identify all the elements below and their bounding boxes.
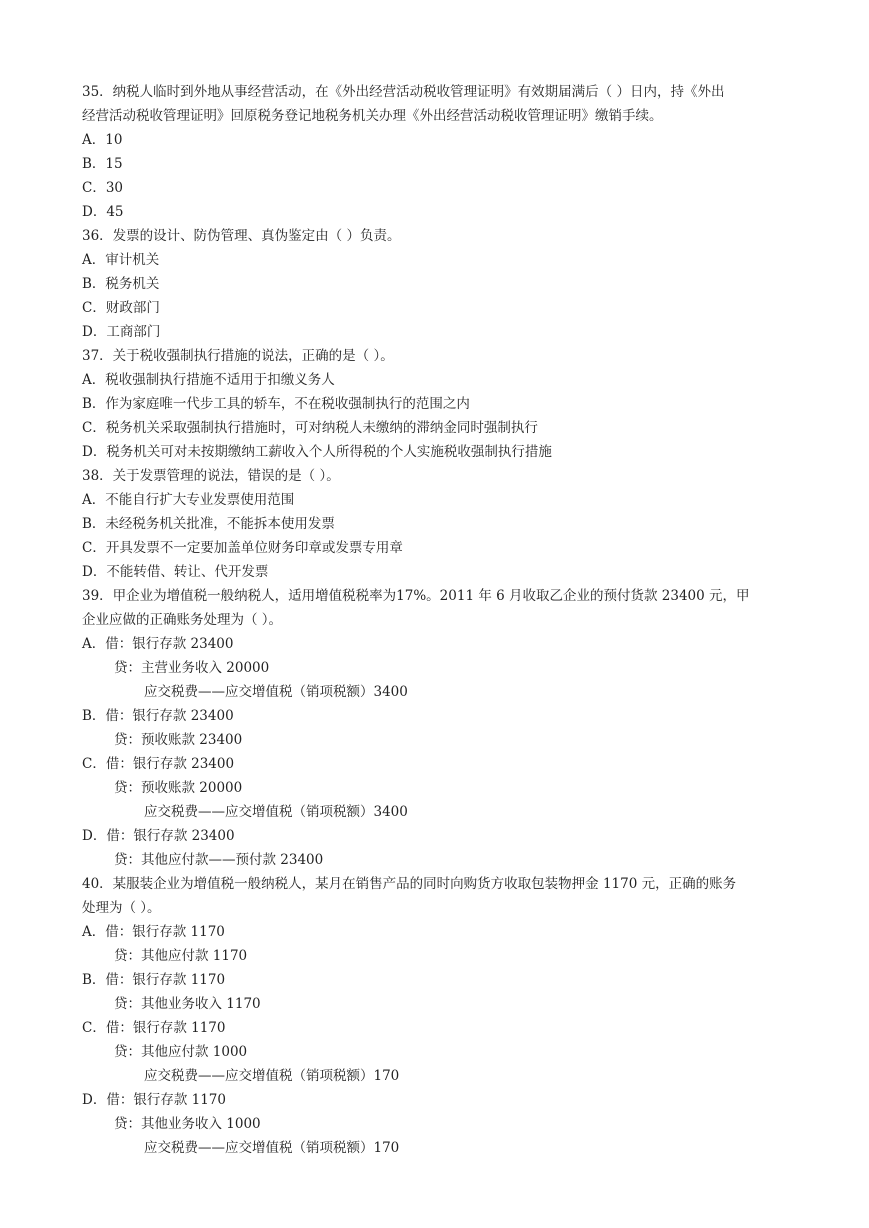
question-stem: 企业应做的正确账务处理为（ ）。 [82,612,283,628]
option-a: A．10 [82,132,123,148]
option-a: A．不能自行扩大专业发票使用范围 [82,492,295,508]
credit-line: 贷：预收账款 20000 [114,780,243,796]
option-c: C．30 [82,180,124,196]
question-36 [82,224,812,344]
question-40 [82,872,812,1160]
option-a: A．借：银行存款 1170 [82,924,225,940]
option-b: B．作为家庭唯一代步工具的轿车，不在税收强制执行的范围之内 [82,396,470,412]
option-b: B．借：银行存款 23400 [82,708,234,724]
option-c: C．借：银行存款 1170 [82,1020,226,1036]
credit-sub-line: 应交税费——应交增值税（销项税额）170 [144,1068,400,1084]
option-b: B．借：银行存款 1170 [82,972,226,988]
credit-line: 贷：预收账款 23400 [114,732,243,748]
question-stem: 40．某服装企业为增值税一般纳税人，某月在销售产品的同时向购货方收取包装物押金 1170 元，正确的账务 [82,876,737,892]
option-a: A．借：银行存款 23400 [82,636,234,652]
credit-line: 贷：其他业务收入 1170 [114,996,261,1012]
option-b: B．未经税务机关批准，不能拆本使用发票 [82,516,335,532]
option-d: D．借：银行存款 1170 [82,1092,226,1108]
credit-line: 贷：主营业务收入 20000 [114,660,270,676]
credit-sub-line: 应交税费——应交增值税（销项税额）170 [144,1140,400,1156]
option-a: A．审计机关 [82,252,160,268]
credit-sub-line: 应交税费——应交增值税（销项税额）3400 [144,684,408,700]
credit-line: 贷：其他应付款 1170 [114,948,248,964]
question-stem: 37．关于税收强制执行措施的说法，正确的是（ ）。 [82,348,394,364]
credit-line: 贷：其他应付款——预付款 23400 [114,852,324,868]
option-a: A．税收强制执行措施不适用于扣缴义务人 [82,372,335,388]
question-38 [82,464,812,584]
question-stem: 36．发票的设计、防伪管理、真伪鉴定由（ ）负责。 [82,228,401,244]
option-d: D．借：银行存款 23400 [82,828,235,844]
option-d: D．税务机关可对未按期缴纳工薪收入个人所得税的个人实施税收强制执行措施 [82,444,552,460]
option-d: D．45 [82,204,124,220]
document-page [82,80,812,1160]
credit-line: 贷：其他应付款 1000 [114,1044,248,1060]
question-stem: 35．纳税人临时到外地从事经营活动，在《外出经营活动税收管理证明》有效期届满后（ ）日内，持《外出 [82,84,725,100]
option-b: B．税务机关 [82,276,160,292]
question-39 [82,584,812,872]
question-35 [82,80,812,224]
option-d: D．不能转借、转让、代开发票 [82,564,269,580]
question-stem: 处理为（ ）。 [82,900,161,916]
option-d: D．工商部门 [82,324,161,340]
credit-line: 贷：其他业务收入 1000 [114,1116,261,1132]
question-stem: 经营活动税收管理证明》回原税务登记地税务机关办理《外出经营活动税收管理证明》缴销手续。 [82,108,663,124]
option-c: C．借：银行存款 23400 [82,756,235,772]
credit-sub-line: 应交税费——应交增值税（销项税额）3400 [144,804,408,820]
question-stem: 38．关于发票管理的说法，错误的是（ ）。 [82,468,340,484]
option-b: B．15 [82,156,123,172]
option-c: C．开具发票不一定要加盖单位财务印章或发票专用章 [82,540,403,556]
question-stem: 39．甲企业为增值税一般纳税人，适用增值税税率为17%。2011 年 6 月收取乙企业的预付货款 23400 元，甲 [82,588,750,604]
option-c: C．税务机关采取强制执行措施时，可对纳税人未缴纳的滞纳金同时强制执行 [82,420,538,436]
option-c: C．财政部门 [82,300,160,316]
question-37 [82,344,812,464]
